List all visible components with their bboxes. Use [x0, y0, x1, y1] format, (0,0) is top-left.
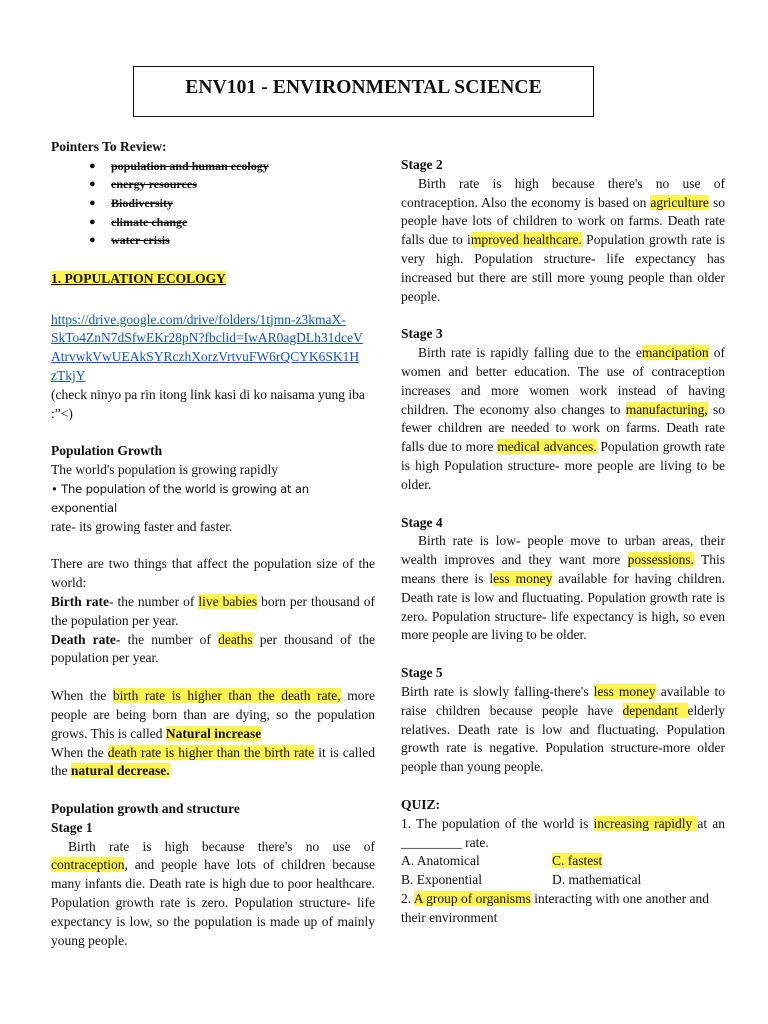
stage-title: Stage 4 — [401, 514, 443, 530]
pointers-list — [51, 157, 375, 250]
drive-link[interactable]: https://drive.google.com/drive/folders/1tjmn-z3kmaX- SkTo4ZnN7dSfwEKr28pN?fbclid=IwAR0agDLh31dceV AtrvwkVwUEAkSYRczhXorzVrtvuFW6rQCYK6SK1H zTkjY — [51, 311, 363, 383]
population-growth-heading: Population Growth — [51, 443, 163, 459]
quiz-option-a: A. Anatomical — [401, 853, 480, 869]
natural-increase-paragraph: When the birth rate is higher than the death rate, more people are being born than are dying, so the population grows. This is called Natural increase — [51, 688, 375, 741]
structure-heading: Population growth and structure — [51, 801, 240, 817]
quiz-option-d: D. mathematical — [552, 872, 642, 888]
pointer-item: ● water crisis — [89, 231, 375, 250]
stage-title: Stage 2 — [401, 157, 443, 172]
section-heading: 1. POPULATION ECOLOGY — [51, 270, 226, 286]
stage-title: Stage 3 — [401, 326, 443, 342]
stage-title: Stage 5 — [401, 665, 443, 681]
quiz-heading: QUIZ: — [401, 796, 441, 812]
stage5-paragraph: Birth rate is slowly falling-there's less money available to raise children because people have dependant elderly relatives. Death rate is low and fluctuating. Population growth rate is negative. Population structure-more older people than young people. — [401, 683, 725, 775]
growth-line: rate- its growing faster and faster. — [51, 518, 233, 534]
bullet-icon: ● — [89, 178, 96, 191]
pointers-heading: Pointers To Review: — [51, 139, 167, 154]
bullet-icon: ● — [89, 234, 96, 247]
growth-line: The world's population is growing rapidly — [51, 462, 279, 478]
stage1-paragraph: Birth rate is high because there's no use of contraception, and people have lots of children because many infants die. Death rate is high due to poor healthcare. Population growth rate is zero. Population structure- life expectancy is low, so the population is made up of mainly young people. — [51, 838, 375, 948]
stage4-paragraph: Birth rate is low- people move to urban areas, their wealth improves and they want more possessions. This means there is less money available for having children. Death rate is low and fluctuating. Population growth rate is zero. Population structure- life expectancy is high, so even more people are living to be older. — [401, 533, 726, 643]
quiz-option-c: C. fastest — [552, 853, 603, 869]
right-column — [401, 156, 725, 927]
page-title: ENV101 - ENVIRONMENTAL SCIENCE — [185, 77, 542, 98]
title-box — [133, 66, 594, 117]
left-column — [51, 138, 375, 950]
stage3-paragraph: Birth rate is rapidly falling due to the emancipation of women and better education. The use of contraception increases and more women work instead of having children. The economy also changes to manufacturing, so fewer children are needed to work on farms. Death rate falls due to more medical advances. Population growth rate is high Population structure- more people are living to be older. — [401, 345, 725, 492]
bullet-icon: ● — [89, 196, 96, 209]
pointer-item: ● Biodiversity — [89, 194, 375, 213]
stage2-paragraph: Birth rate is high because there's no use of contraception. Also the economy is based on agriculture so people have lots of children to work on farms. Death rate falls due to improved healthcare. Population growth rate is very high. Population structure- life expectancy has increased but there are still more young people than older people. — [401, 175, 725, 304]
pointer-item: ● population and human ecology — [89, 157, 375, 176]
death-rate-definition: Death rate- the number of deaths per thousand of the population per year. — [51, 631, 375, 666]
birth-rate-definition: Birth rate- the number of live babies born per thousand of the population per year. — [51, 593, 376, 628]
natural-decrease-paragraph: When the death rate is higher than the birth rate it is called the natural decrease. — [51, 744, 375, 779]
growth-bullet-line: • The population of the world is growing at an exponential — [51, 481, 309, 515]
link-note: (check ninyo pa rin itong link kasi di ko naisama yung iba :”<) — [51, 386, 365, 421]
quiz-question-2: 2. A group of organisms interacting with one another and their environment — [401, 890, 709, 925]
quiz-options — [401, 852, 725, 890]
pointer-item: ● climate change — [89, 213, 375, 232]
bullet-icon: ● — [89, 215, 96, 228]
bullet-icon: ● — [89, 159, 96, 172]
factors-paragraph: There are two things that affect the population size of the world: — [51, 556, 375, 591]
quiz-option-b: B. Exponential — [401, 872, 482, 888]
pointer-item: ● energy resources — [89, 175, 375, 194]
stage-title: Stage 1 — [51, 819, 93, 835]
quiz-question-1: 1. The population of the world is increasing rapidly at an _________ rate. — [401, 815, 725, 850]
